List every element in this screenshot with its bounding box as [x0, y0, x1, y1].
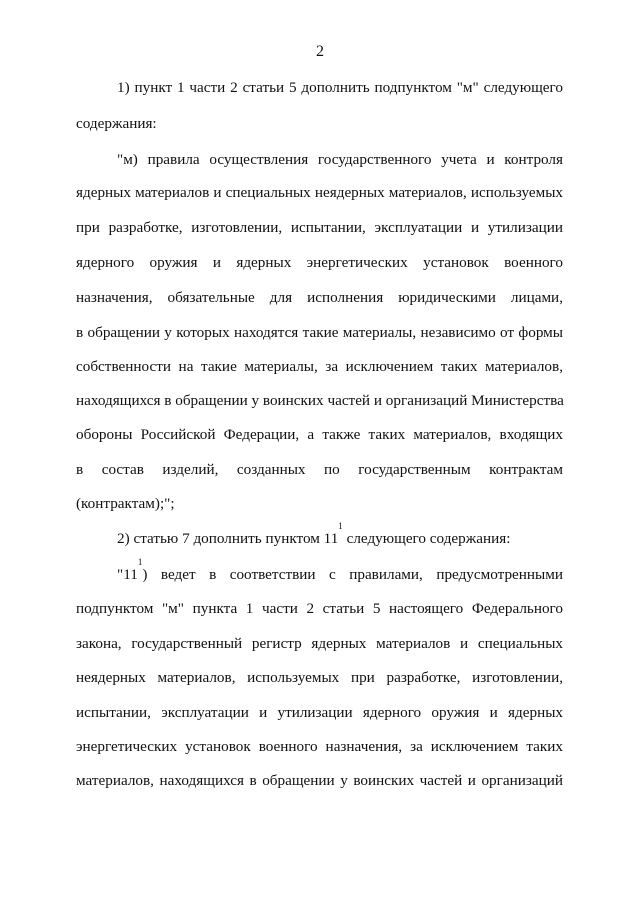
text-line: находящихся в обращении у воинских частей и организаций Министерства	[76, 392, 564, 409]
text-line: (контрактам);";	[76, 495, 175, 512]
superscript: 1	[137, 557, 143, 567]
text-line: в обращении у которых находятся такие материалы, независимо от формы	[76, 324, 563, 341]
text-line	[117, 521, 511, 549]
text-line: при разработке, изготовлении, испытании, эксплуатации и утилизации	[76, 219, 563, 236]
text-line: материалов, находящихся в обращении у воинских частей и организаций	[76, 772, 563, 789]
superscript: 1	[338, 521, 343, 531]
text-segment: "11	[117, 566, 138, 583]
text-line: энергетических установок военного назначения, за исключением таких	[76, 738, 563, 755]
text-line: "м) правила осуществления государственного учета и контроля	[117, 151, 563, 168]
text-line: ядерных материалов и специальных неядерных материалов, используемых	[76, 184, 563, 201]
text-line: ядерного оружия и ядерных энергетических установок военного	[76, 254, 563, 271]
text-line: собственности на такие материалы, за исключением таких материалов,	[76, 358, 563, 375]
text-line: испытании, эксплуатации и утилизации ядерного оружия и ядерных	[76, 704, 563, 721]
text-line: неядерных материалов, используемых при разработке, изготовлении,	[76, 669, 563, 686]
text-line: назначения, обязательные для исполнения юридическими лицами,	[76, 289, 563, 306]
text-line: обороны Российской Федерации, а также таких материалов, входящих	[76, 426, 563, 443]
text-line: содержания:	[76, 115, 157, 132]
text-line: закона, государственный регистр ядерных материалов и специальных	[76, 635, 563, 652]
page-number: 2	[316, 43, 324, 60]
text-segment: ) ведет в соответствии с правилами, предусмотренными	[142, 566, 563, 583]
text-line: подпунктом "м" пункта 1 части 2 статьи 5 настоящего Федерального	[76, 600, 563, 617]
text-line: в состав изделий, созданных по государственным контрактам	[76, 461, 563, 478]
text-line: 1) пункт 1 части 2 статьи 5 дополнить подпунктом "м" следующего	[117, 79, 563, 96]
text-segment: следующего содержания:	[342, 530, 511, 547]
text-segment: 2) статью 7 дополнить пунктом 11	[117, 530, 339, 547]
text-line	[117, 557, 563, 585]
